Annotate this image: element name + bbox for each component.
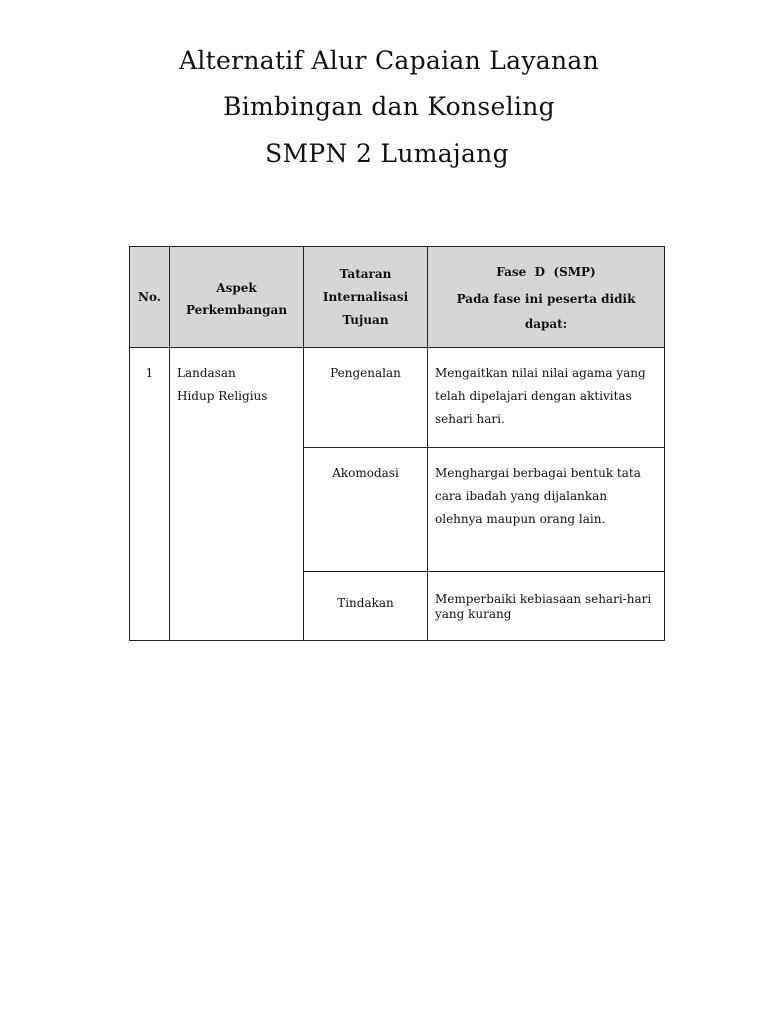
document-title-line-3: SMPN 2 Lumajang: [265, 139, 509, 168]
aspek-line-1: Landasan: [177, 366, 236, 380]
tataran-label: Akomodasi: [332, 466, 399, 480]
deskripsi-text: Memperbaiki kebiasaan sehari-hari yang kurang: [435, 592, 652, 621]
header-tataran: [304, 247, 428, 348]
header-tataran-line-1: Tataran: [339, 266, 392, 281]
header-aspek-line-2: Perkembangan: [185, 303, 288, 317]
table-row: [130, 348, 665, 448]
table-header-row: [130, 247, 665, 348]
header-aspek-line-1: Aspek: [216, 281, 257, 295]
header-tataran-line-3: Tujuan: [342, 312, 389, 327]
cell-tataran: [304, 448, 428, 572]
cell-deskripsi: [428, 448, 665, 572]
header-no: [130, 247, 170, 348]
tataran-label: Tindakan: [337, 596, 394, 610]
header-no-label: No.: [138, 289, 161, 304]
capaian-table: [129, 246, 665, 641]
cell-deskripsi: [428, 572, 665, 641]
cell-deskripsi: [428, 348, 665, 448]
header-aspek: [170, 247, 304, 348]
cell-aspek: [170, 348, 304, 641]
row-number: 1: [145, 366, 154, 380]
document-title-line-2: Bimbingan dan Konseling: [223, 92, 555, 121]
header-fase-title: Fase D (SMP): [496, 265, 596, 279]
deskripsi-text: Mengaitkan nilai nilai agama yang telah dipelajari dengan aktivitas sehari hari.: [435, 366, 646, 426]
cell-no: [130, 348, 170, 641]
deskripsi-text: Menghargai berbagai bentuk tata cara ibadah yang dijalankan olehnya maupun orang lain.: [435, 466, 641, 526]
document-title-line-1: Alternatif Alur Capaian Layanan: [179, 46, 599, 75]
cell-tataran: [304, 572, 428, 641]
header-fase-subtitle: Pada fase ini peserta didik dapat:: [456, 292, 636, 331]
tataran-label: Pengenalan: [330, 366, 401, 380]
header-fase: [428, 247, 665, 348]
cell-tataran: [304, 348, 428, 448]
header-tataran-line-2: Internalisasi: [322, 289, 409, 304]
aspek-line-2: Hidup Religius: [177, 389, 268, 403]
